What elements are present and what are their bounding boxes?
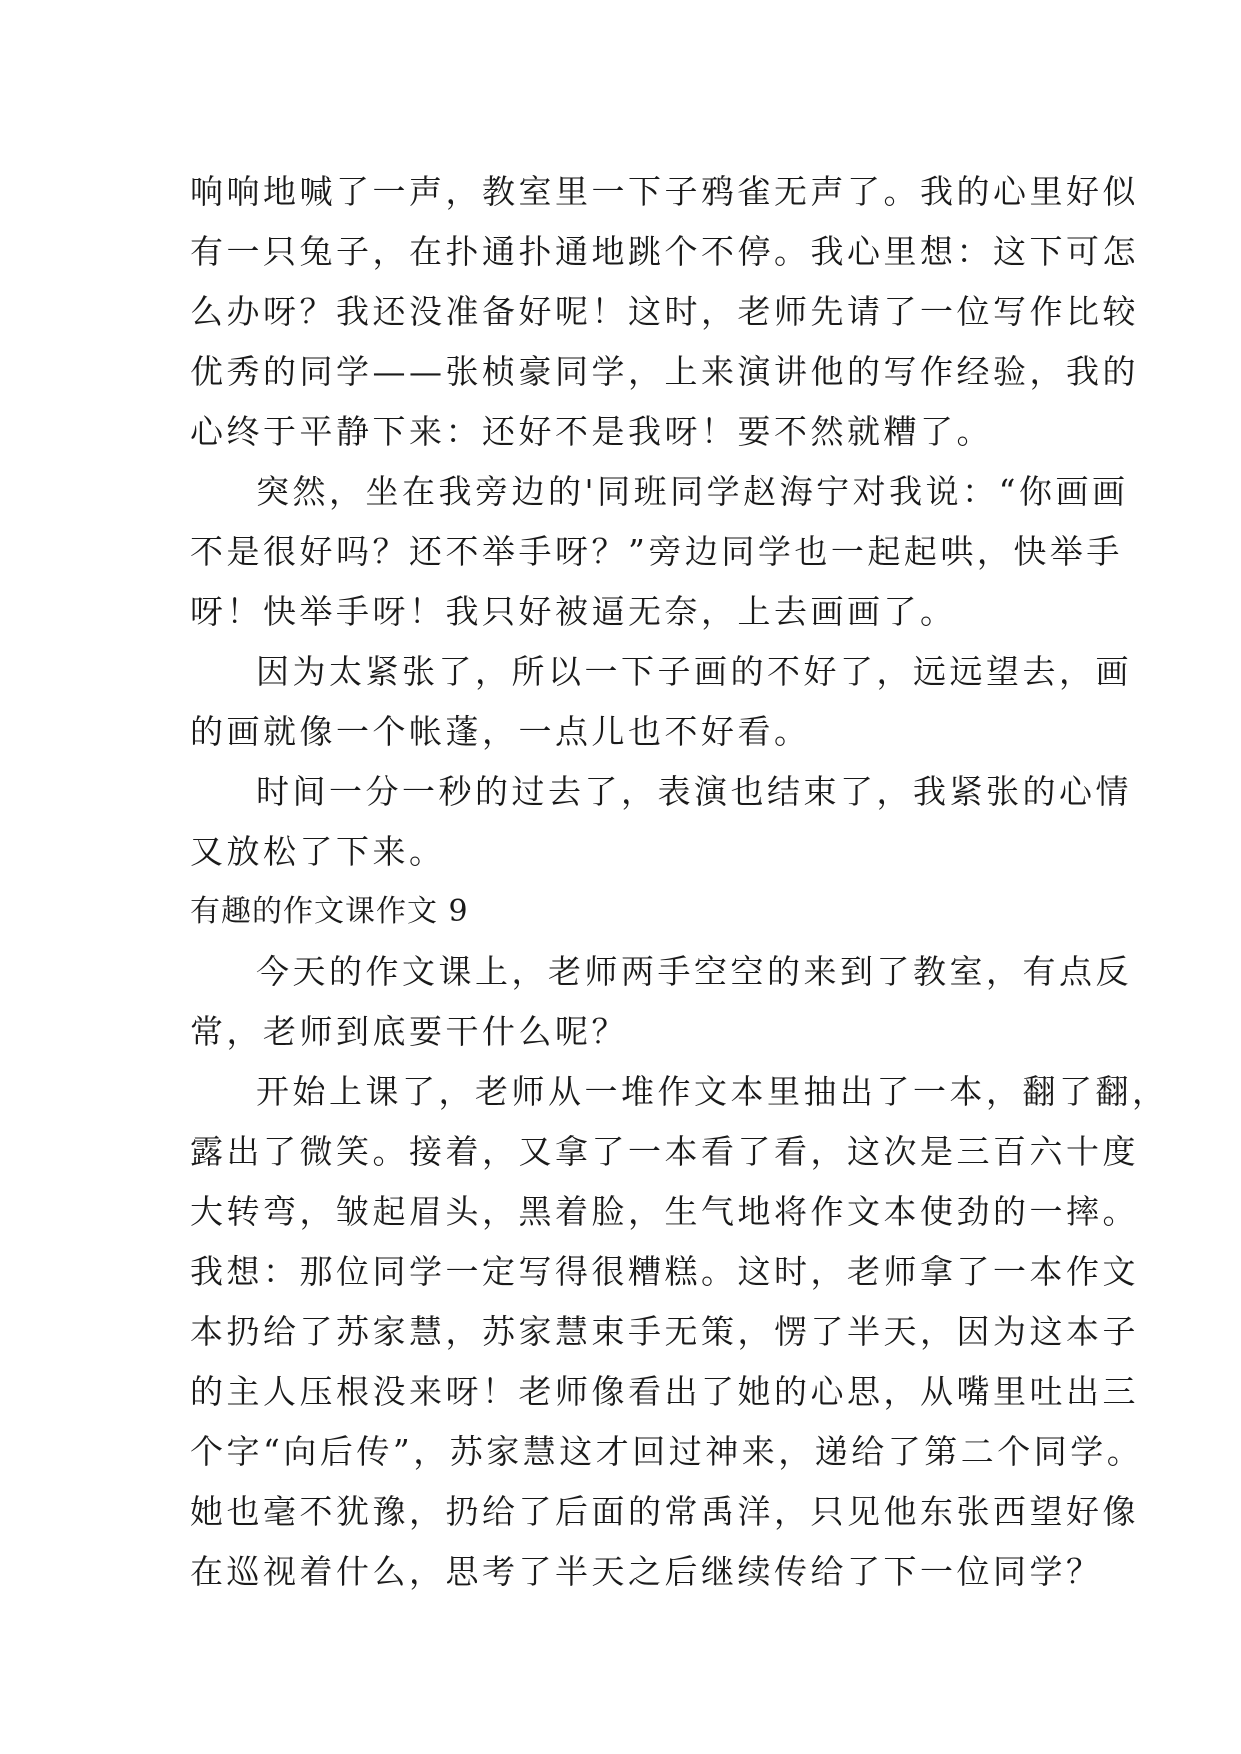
paragraph-first-line: 开始上课了，老师从一堆作文本里抽出了一本，翻了翻， xyxy=(256,1072,1169,1111)
text-line: 响响地喊了一声，教室里一下子鸦雀无声了。我的心里好似 xyxy=(190,172,1139,211)
text-line: 不是很好吗？还不举手呀？”旁边同学也一起起哄，快举手 xyxy=(190,532,1123,571)
text-line: 个字“向后传”，苏家慧这才回过神来，递给了第二个同学。 xyxy=(190,1432,1144,1471)
text-line: 大转弯，皱起眉头，黑着脸，生气地将作文本使劲的一摔。 xyxy=(190,1192,1139,1231)
text-line: 优秀的同学——张桢豪同学，上来演讲他的写作经验，我的 xyxy=(190,352,1139,391)
text-line: 呀！快举手呀！我只好被逼无奈，上去画画了。 xyxy=(190,592,957,631)
paragraph-first-line: 时间一分一秒的过去了，表演也结束了，我紧张的心情 xyxy=(256,772,1132,811)
paragraph-first-line: 因为太紧张了，所以一下子画的不好了，远远望去，画 xyxy=(256,652,1132,691)
text-line: 我想：那位同学一定写得很糟糕。这时，老师拿了一本作文 xyxy=(190,1252,1139,1291)
text-line: 有一只兔子，在扑通扑通地跳个不停。我心里想：这下可怎 xyxy=(190,232,1139,271)
section-heading: 有趣的作文课作文 9 xyxy=(190,894,469,929)
text-line: 露出了微笑。接着，又拿了一本看了看，这次是三百六十度 xyxy=(190,1132,1139,1171)
text-line: 常，老师到底要干什么呢？ xyxy=(190,1012,628,1051)
text-line: 的画就像一个帐蓬，一点儿也不好看。 xyxy=(190,712,811,751)
text-line: 心终于平静下来：还好不是我呀！要不然就糟了。 xyxy=(190,412,993,451)
text-line: 么办呀？我还没准备好呢！这时，老师先请了一位写作比较 xyxy=(190,292,1139,331)
document-body xyxy=(190,162,1169,1602)
text-line: 又放松了下来。 xyxy=(190,832,446,871)
text-line: 的主人压根没来呀！老师像看出了她的心思，从嘴里吐出三 xyxy=(190,1372,1139,1411)
paragraph-first-line: 突然，坐在我旁边的'同班同学赵海宁对我说：“你画画 xyxy=(256,472,1129,511)
text-line: 本扔给了苏家慧，苏家慧束手无策，愣了半天，因为这本子 xyxy=(190,1312,1139,1351)
text-line: 在巡视着什么，思考了半天之后继续传给了下一位同学？ xyxy=(190,1552,1103,1591)
paragraph-first-line: 今天的作文课上，老师两手空空的来到了教室，有点反 xyxy=(256,952,1132,991)
text-line: 她也毫不犹豫，扔给了后面的常禹洋，只见他东张西望好像 xyxy=(190,1492,1139,1531)
